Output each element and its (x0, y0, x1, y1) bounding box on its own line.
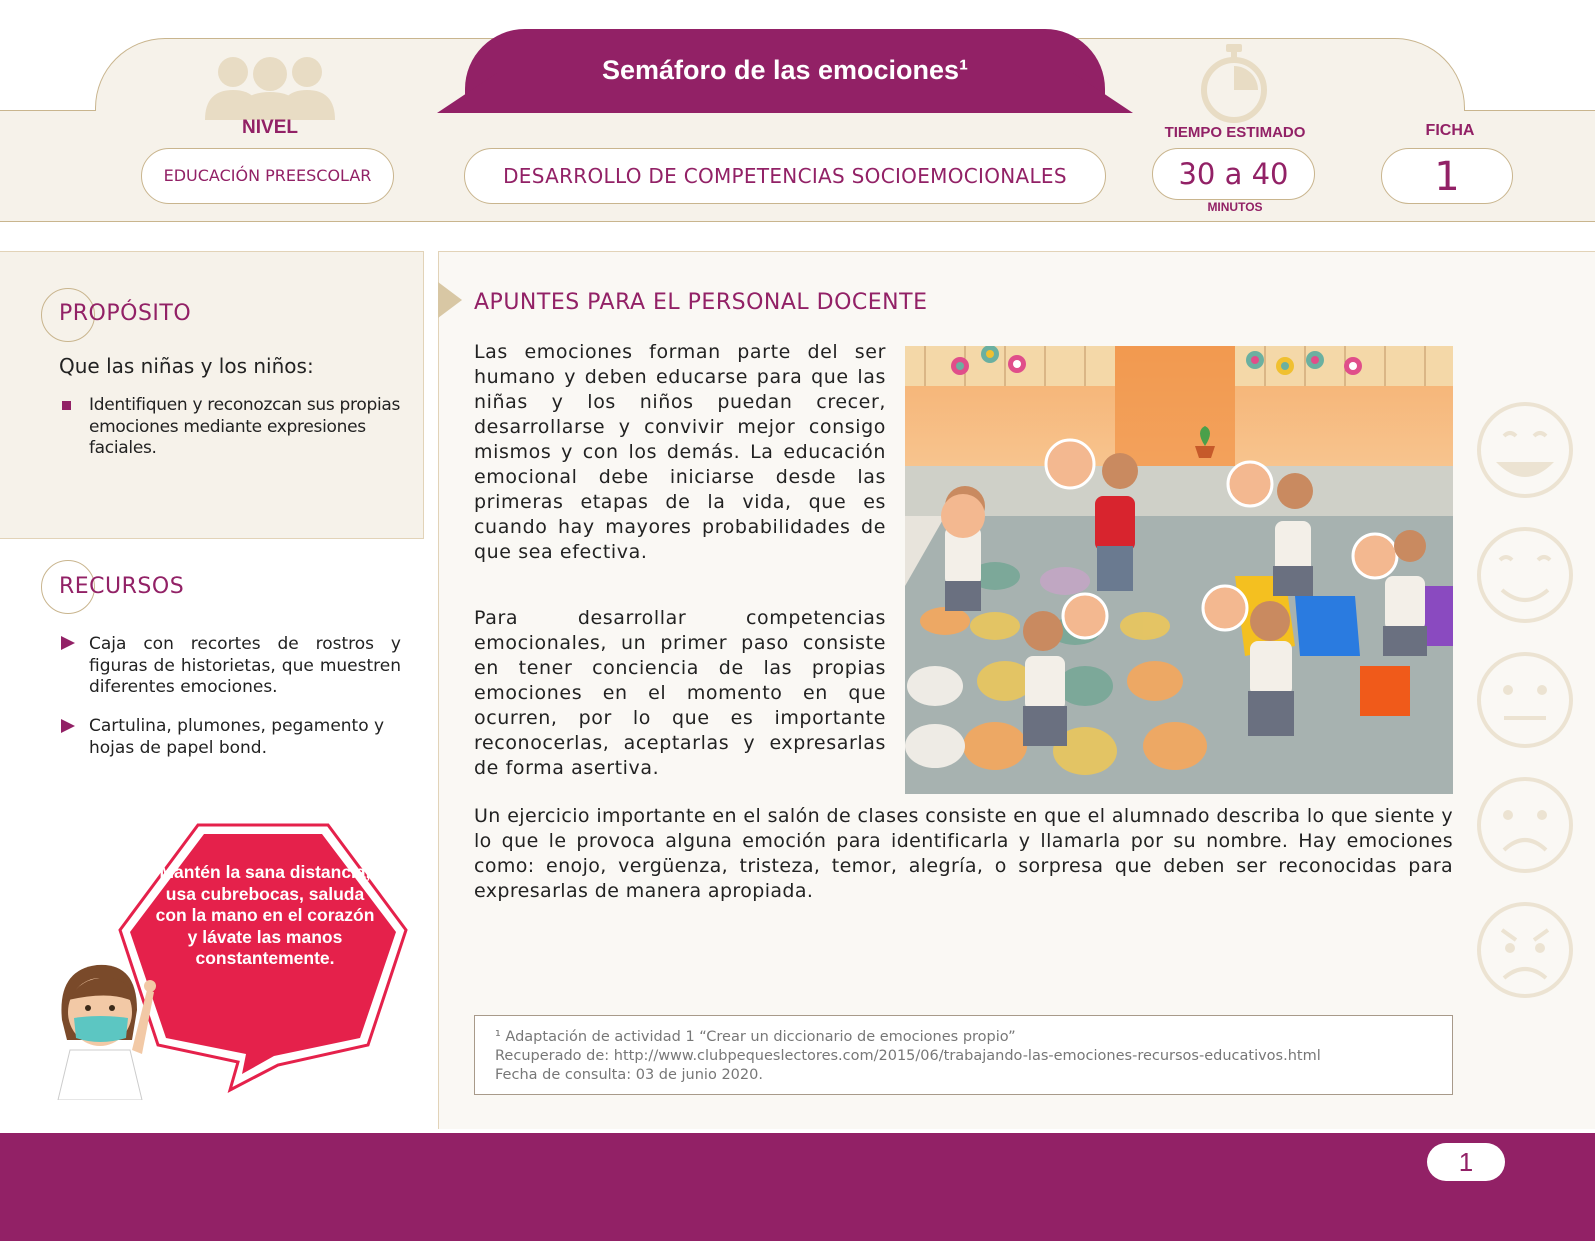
area-value: DESARROLLO DE COMPETENCIAS SOCIOEMOCIONALES (464, 148, 1106, 204)
ficha-label: FICHA (1425, 122, 1475, 139)
recursos-title: RECURSOS (59, 574, 185, 599)
stopwatch-icon (1198, 42, 1270, 124)
page-title: Semáforo de las emociones¹ (601, 55, 969, 85)
title-tab (465, 29, 1105, 113)
bullet-triangle-icon (61, 636, 75, 650)
nivel-value: EDUCACIÓN PREESCOLAR (141, 148, 394, 204)
paragraph: Para desarrollar competencias emocionales, un primer paso consiste en tener conciencia de las propias emociones en el momento en que ocurren, por lo que es importante reconocerlas, aceptarlas y expresarlas de forma asertiva. (474, 607, 886, 779)
bullet-triangle-icon (61, 719, 75, 733)
bullet-square-icon (62, 401, 71, 410)
paragraph: Un ejercicio importante en el salón de clases consiste en que el alumnado describa lo que siente y lo que le provoca alguna emoción para identificarla y llamarla por su nombre. Hay emociones como: enojo, vergüenza, tristeza, temor, alegría, o sorpresa que deben ser reconocidas para expresarlas de manera apropiada. (474, 805, 1453, 902)
recursos-item: Caja con recortes de rostros y figuras de historietas, que muestren diferentes emociones. (89, 634, 401, 697)
footnote (474, 1015, 1453, 1095)
proposito-intro: Que las niñas y los niños: (59, 354, 314, 378)
footnote-source: Recuperado de: http://www.clubpequeslectores.com/2015/06/trabajando-las-emociones-recursos-educativos.html (495, 1048, 1321, 1064)
tiempo-value: 30 a 40 (1152, 148, 1315, 200)
proposito-item: Identifiquen y reconozcan sus propias emociones mediante expresiones faciales. (89, 395, 401, 458)
proposito-title: PROPÓSITO (59, 301, 192, 326)
tiempo-unit: MINUTOS (1207, 200, 1263, 214)
bubble-text: Mantén la sana distancia, usa cubrebocas, saluda con la mano en el corazón y lávate las manos constantemente. (155, 862, 375, 968)
bottom-bar (0, 1133, 1595, 1241)
nivel-label: NIVEL (242, 117, 298, 138)
heading-arrow-icon (438, 282, 462, 318)
people-icon (205, 52, 335, 120)
page-number: 1 (1427, 1143, 1505, 1181)
footnote-date: Fecha de consulta: 03 de junio 2020. (495, 1067, 763, 1083)
tiempo-label: TIEMPO ESTIMADO (1164, 124, 1306, 141)
main-heading: APUNTES PARA EL PERSONAL DOCENTE (474, 290, 928, 315)
girl-with-mask-illustration (52, 950, 162, 1100)
paragraph: Las emociones forman parte del ser humano y deben educarse para que las niñas y los niños puedan crecer, desarrollarse y convivir mejor consigo mismos y con los demás. La educación emocional debe iniciarse desde las primeras etapas de la vida, que es cuando hay mayores probabilidades de que sea efectiva. (474, 341, 886, 563)
classroom-illustration (905, 346, 1453, 794)
ficha-value: 1 (1381, 148, 1513, 204)
recursos-item: Cartulina, plumones, pegamento y hojas de papel bond. (89, 716, 385, 758)
footnote-line: ¹ Adaptación de actividad 1 “Crear un diccionario de emociones propio” (495, 1029, 1016, 1045)
emotion-faces-icon (1470, 400, 1580, 1010)
